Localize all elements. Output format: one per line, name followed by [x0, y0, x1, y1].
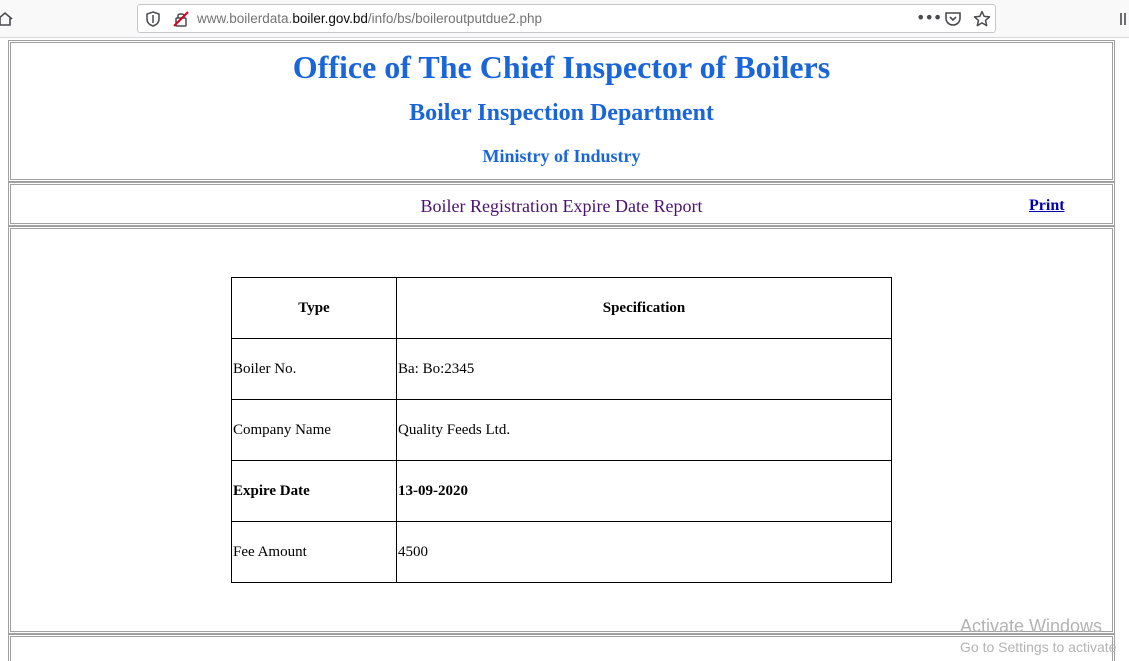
table-row [232, 339, 892, 400]
row-value-boiler-no: Ba: Bo:2345 [397, 339, 892, 400]
pocket-icon[interactable] [944, 11, 962, 27]
address-bar[interactable] [137, 4, 996, 33]
boiler-details-table [231, 277, 892, 583]
page-title: Office of The Chief Inspector of Boilers [292, 49, 831, 85]
column-header-type: Type [232, 278, 397, 339]
ministry-heading: Ministry of Industry [482, 146, 641, 166]
row-label-fee-amount: Fee Amount [232, 522, 397, 583]
browser-toolbar [0, 0, 1129, 38]
table-row [232, 400, 892, 461]
row-value-company-name: Quality Feeds Ltd. [397, 400, 892, 461]
row-value-expire-date: 13-09-2020 [397, 461, 892, 522]
library-icon[interactable] [1119, 10, 1129, 28]
watermark-line-1: Activate Windows [960, 616, 1103, 636]
row-value-fee-amount: 4500 [397, 522, 892, 583]
tracking-shield-icon[interactable] [146, 11, 160, 27]
row-label-boiler-no: Boiler No. [232, 339, 397, 400]
print-link[interactable]: Print [1029, 197, 1065, 214]
column-header-specification: Specification [397, 278, 892, 339]
table-row [232, 461, 892, 522]
watermark-line-2: Go to Settings to activate [960, 639, 1117, 655]
row-label-expire-date: Expire Date [232, 461, 397, 522]
table-header-row [232, 278, 892, 339]
insecure-lock-icon[interactable] [173, 11, 189, 27]
home-icon[interactable] [0, 10, 14, 28]
bookmark-star-icon[interactable] [973, 10, 991, 28]
header-section [8, 40, 1115, 182]
footer-section [8, 634, 1115, 661]
row-label-company-name: Company Name [232, 400, 397, 461]
report-title: Boiler Registration Expire Date Report [420, 196, 703, 216]
windows-activation-watermark [960, 616, 1116, 655]
report-title-section [8, 182, 1115, 226]
department-heading: Boiler Inspection Department [409, 100, 714, 126]
table-row [232, 522, 892, 583]
page-actions-icon[interactable]: ••• [916, 8, 942, 27]
url-text[interactable]: www.boilerdata.boiler.gov.bd/info/bs/boileroutputdue2.php [197, 11, 543, 26]
